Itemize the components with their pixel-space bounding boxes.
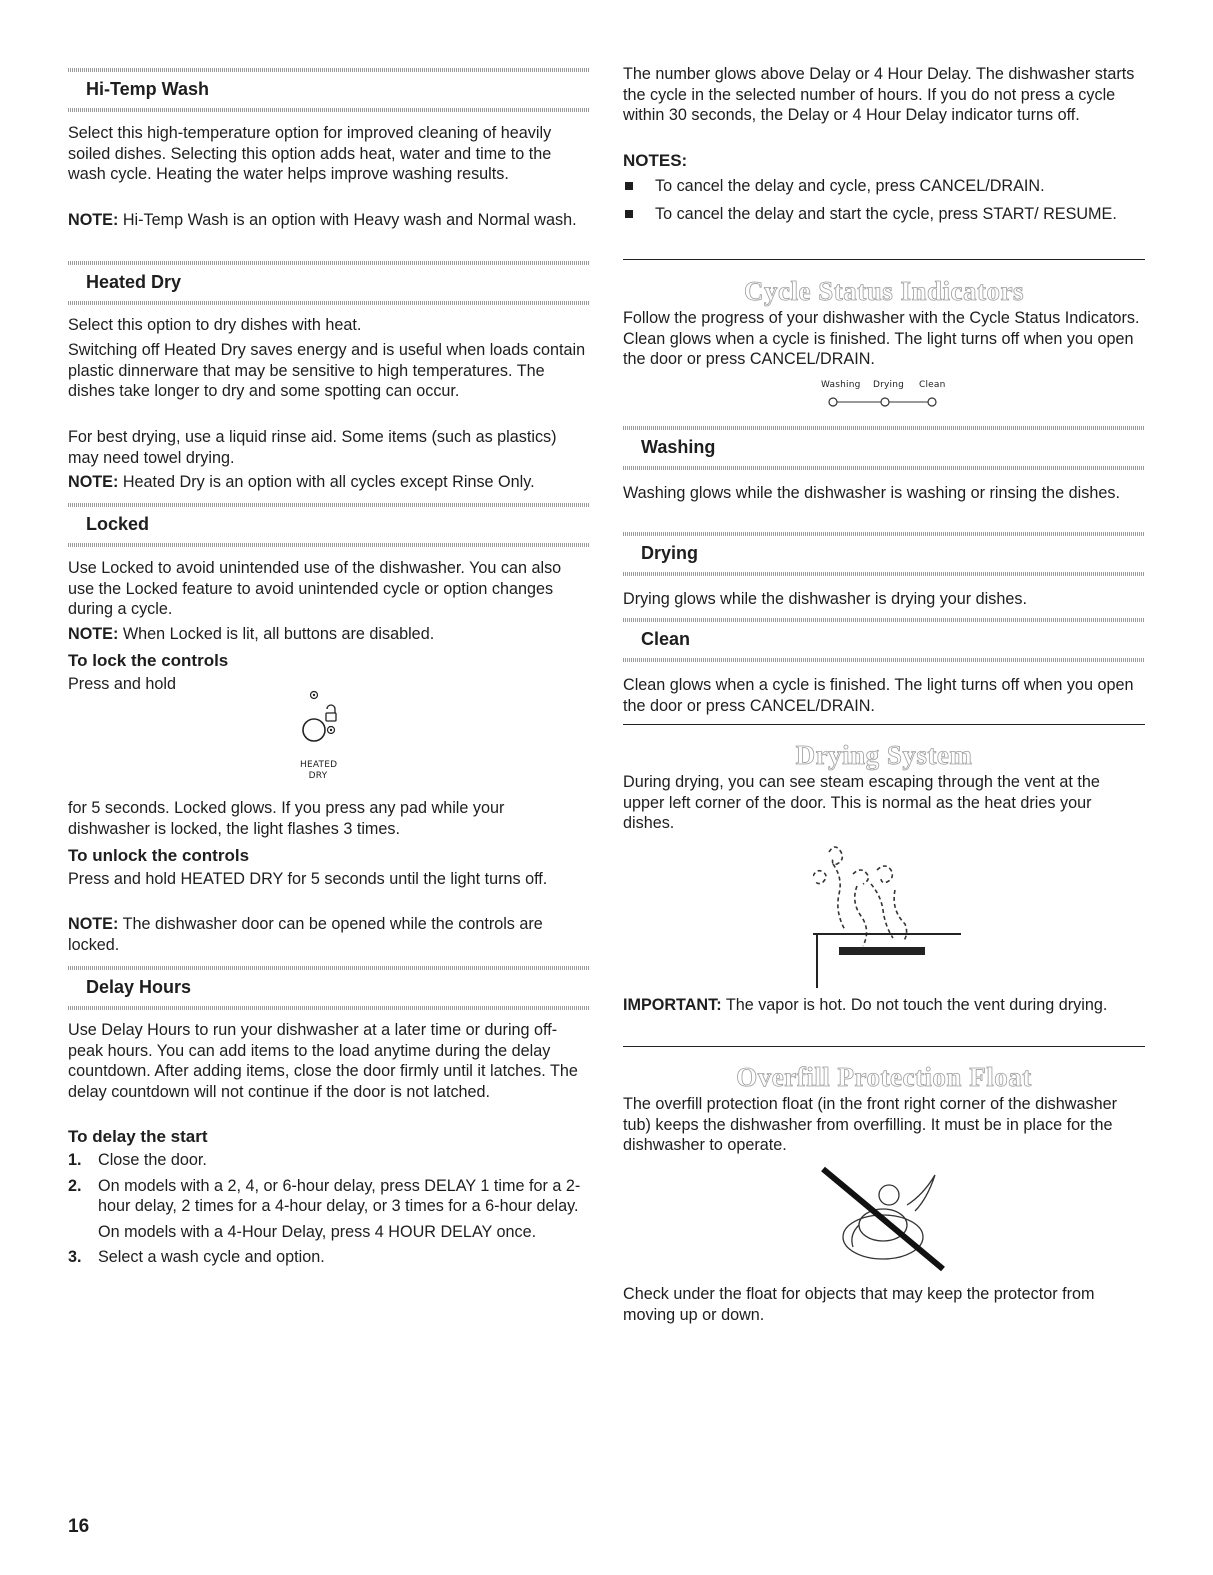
note: NOTE: Heated Dry is an option with all cycles except Rinse Only. bbox=[68, 473, 535, 491]
list-item: To cancel the delay and cycle, press CANCEL/DRAIN. bbox=[623, 176, 1145, 197]
paragraph: The number glows above Delay or 4 Hour Delay. The dishwasher starts the cycle in the selected number of hours. If you do not press a cycle within 30 seconds, the Delay or 4 Hour Delay indicator turns off. bbox=[623, 65, 1135, 124]
paragraph: Use Delay Hours to run your dishwasher at a later time or during off-peak hours. You can add items to the load anytime during the delay countdown. After adding items, close the door firmly until it latches. The delay countdown will not continue if the door is not latched. bbox=[68, 1021, 578, 1101]
section-title: Clean bbox=[641, 629, 691, 649]
paragraph: The overfill protection float (in the front right corner of the dishwasher tub) keeps the dishwasher from overfilling. It must be in place for the dishwasher to operate. bbox=[623, 1095, 1117, 1154]
section-header-drying bbox=[623, 532, 1145, 576]
section-header-heated-dry bbox=[68, 261, 590, 305]
section-header-washing bbox=[623, 426, 1145, 470]
paragraph: During drying, you can see steam escaping through the vent at the upper left corner of the door. This is normal as the heat dries your dishes. bbox=[623, 773, 1100, 832]
divider bbox=[623, 724, 1145, 725]
section-title: Overfill Protection Float bbox=[736, 1062, 1032, 1092]
section-title: Drying System bbox=[795, 740, 973, 770]
section-title: Drying bbox=[641, 543, 699, 563]
paragraph: Follow the progress of your dishwasher with the Cycle Status Indicators. Clean glows when a cycle is finished. The light turns off when you open the door or press CANCEL/DRAIN. bbox=[623, 309, 1140, 368]
divider bbox=[623, 259, 1145, 260]
paragraph: Select this option to dry dishes with heat. bbox=[68, 316, 362, 334]
section-title: Delay Hours bbox=[86, 977, 192, 997]
notes-list bbox=[623, 176, 1145, 224]
important-note: IMPORTANT: The vapor is hot. Do not touch the vent during drying. bbox=[623, 996, 1108, 1014]
section-title: Heated Dry bbox=[86, 272, 182, 292]
list-item: To cancel the delay and start the cycle, press START/ RESUME. bbox=[623, 204, 1145, 225]
paragraph: Use Locked to avoid unintended use of the dishwasher. You can also use the Locked feature to avoid unintended cycle or option changes during a cycle. bbox=[68, 559, 562, 618]
paragraph: Washing glows while the dishwasher is washing or rinsing the dishes. bbox=[623, 484, 1120, 502]
list-item: 1. Close the door. bbox=[68, 1151, 207, 1169]
section-header-locked bbox=[68, 503, 590, 547]
delay-steps bbox=[68, 1150, 590, 1268]
section-title: Washing bbox=[641, 437, 716, 457]
steam-vent-icon bbox=[813, 838, 963, 998]
indicator-label-clean: Clean bbox=[919, 380, 946, 390]
paragraph: Clean glows when a cycle is finished. The light turns off when you open the door or press CANCEL/DRAIN. bbox=[623, 676, 1134, 715]
paragraph: for 5 seconds. Locked glows. If you press any pad while your dishwasher is locked, the light flashes 3 times. bbox=[68, 799, 505, 838]
indicator-label-washing: Washing bbox=[821, 380, 861, 390]
divider bbox=[623, 1046, 1145, 1047]
note: NOTE: Hi-Temp Wash is an option with Heavy wash and Normal wash. bbox=[68, 211, 577, 229]
section-header-delay bbox=[68, 966, 590, 1010]
note: NOTE: When Locked is lit, all buttons are disabled. bbox=[68, 625, 435, 643]
subheading-lock: To lock the controls bbox=[68, 651, 229, 670]
page-number: 16 bbox=[68, 1516, 90, 1537]
note: NOTE: The dishwasher door can be opened while the controls are locked. bbox=[68, 915, 543, 954]
paragraph: Drying glows while the dishwasher is drying your dishes. bbox=[623, 590, 1027, 608]
paragraph: Select this high-temperature option for improved cleaning of heavily soiled dishes. Selecting this option adds heat, water and time to the wash cycle. Heating the water helps improve washing results. bbox=[68, 124, 552, 183]
paragraph: Switching off Heated Dry saves energy and is useful when loads contain plastic dinnerware that may be sensitive to high temperatures. The dishes take longer to dry and some spotting can occur. bbox=[68, 341, 586, 400]
cycle-status-indicators bbox=[815, 380, 955, 414]
section-title: Locked bbox=[86, 514, 150, 534]
list-item: 2. On models with a 2, 4, or 6-hour delay, press DELAY 1 time for a 2-hour delay, 2 times for a 4-hour delay, or 3 times for a 6-hour delay. On models with a 4-Hour Delay, press 4 HOUR DELAY once. bbox=[68, 1176, 581, 1241]
subheading-unlock: To unlock the controls bbox=[68, 846, 250, 865]
heated-dry-button-illustration bbox=[294, 690, 354, 790]
indicator-label-drying: Drying bbox=[873, 380, 905, 390]
subheading-delay-start: To delay the start bbox=[68, 1127, 208, 1146]
overfill-float-icon bbox=[819, 1165, 949, 1275]
section-title: Cycle Status Indicators bbox=[744, 276, 1024, 306]
heated-dry-button-icon bbox=[294, 690, 354, 756]
section-header-clean bbox=[623, 618, 1145, 662]
button-label: DRY bbox=[308, 771, 328, 781]
notes-heading: NOTES: bbox=[623, 151, 688, 170]
section-header-hitemp bbox=[68, 68, 590, 112]
section-title: Hi-Temp Wash bbox=[86, 79, 210, 99]
paragraph: For best drying, use a liquid rinse aid. Some items (such as plastics) may need towel drying. bbox=[68, 428, 557, 467]
paragraph: Check under the float for objects that may keep the protector from moving up or down. bbox=[623, 1285, 1095, 1324]
paragraph: Press and hold HEATED DRY for 5 seconds until the light turns off. bbox=[68, 870, 548, 888]
list-item: 3. Select a wash cycle and option. bbox=[68, 1248, 325, 1266]
button-label: HEATED bbox=[300, 760, 338, 770]
indicator-lights-icon bbox=[815, 392, 955, 412]
paragraph: Press and hold bbox=[68, 675, 176, 693]
